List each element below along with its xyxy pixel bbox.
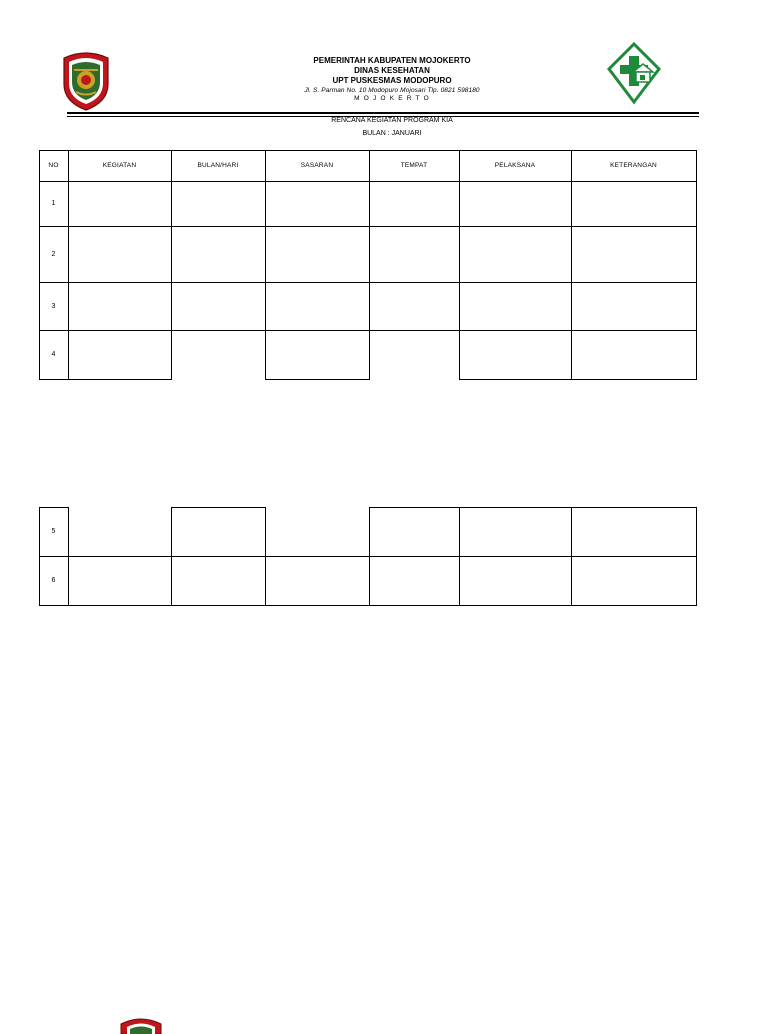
table-border [39, 330, 697, 331]
column-header-no: NO [48, 162, 59, 169]
row-number: 1 [51, 200, 56, 207]
table-border [39, 150, 40, 380]
table-border [696, 507, 697, 606]
row-number: 6 [51, 577, 56, 584]
table-border [571, 507, 572, 606]
table-border [39, 379, 172, 380]
column-header-tempat: TEMPAT [400, 162, 428, 169]
row-number: 2 [51, 250, 56, 258]
table-border [265, 507, 266, 606]
table-border [39, 181, 697, 182]
table-border [369, 507, 370, 606]
column-header-kegiatan: KEGIATAN [102, 162, 137, 169]
table-border [39, 556, 697, 557]
table-border [68, 150, 69, 380]
table-border [696, 150, 697, 380]
table-border [571, 150, 572, 380]
table-border [459, 379, 697, 380]
table-border [39, 507, 40, 606]
letterhead [200, 56, 584, 102]
header-city: M O J O K E R T O [354, 95, 430, 102]
table-border [265, 150, 266, 380]
table-border [171, 507, 266, 508]
column-header-keterangan: KETERANGAN [610, 162, 657, 169]
document-title: RENCANA KEGIATAN PROGRAM KIA [331, 117, 453, 124]
document-month: BULAN : JANUARI [362, 130, 422, 137]
row-number: 3 [51, 302, 56, 310]
header-address: Jl. S. Parman No. 10 Modopuro Mojosari Tlp. 0821 598180 [304, 87, 480, 94]
puskesmas-logo-icon [607, 42, 661, 104]
table-border [459, 507, 460, 606]
table-border [39, 282, 697, 283]
row-number: 4 [51, 351, 56, 358]
table-border [39, 150, 697, 151]
column-header-pelaksana: PELAKSANA [494, 162, 536, 169]
table-border [171, 150, 172, 380]
header-department: DINAS KESEHATAN [354, 66, 430, 75]
table-border [369, 507, 697, 508]
row-number: 5 [51, 528, 56, 535]
table-border [171, 507, 172, 606]
table-border [39, 605, 697, 606]
column-header-sasaran: SASARAN [300, 162, 334, 169]
kabupaten-crest-icon [60, 50, 112, 112]
column-header-bulan-hari: BULAN/HARI [197, 162, 239, 169]
table-border [68, 507, 69, 606]
kabupaten-crest-icon [118, 1014, 164, 1034]
header-government: PEMERINTAH KABUPATEN MOJOKERTO [313, 56, 471, 65]
table-border [369, 150, 370, 380]
header-unit: UPT PUSKESMAS MODOPURO [332, 76, 452, 85]
table-border [265, 379, 370, 380]
table-border [39, 507, 69, 508]
table-border [459, 150, 460, 380]
table-border [39, 226, 697, 227]
letterhead-rule-thick [67, 112, 699, 114]
